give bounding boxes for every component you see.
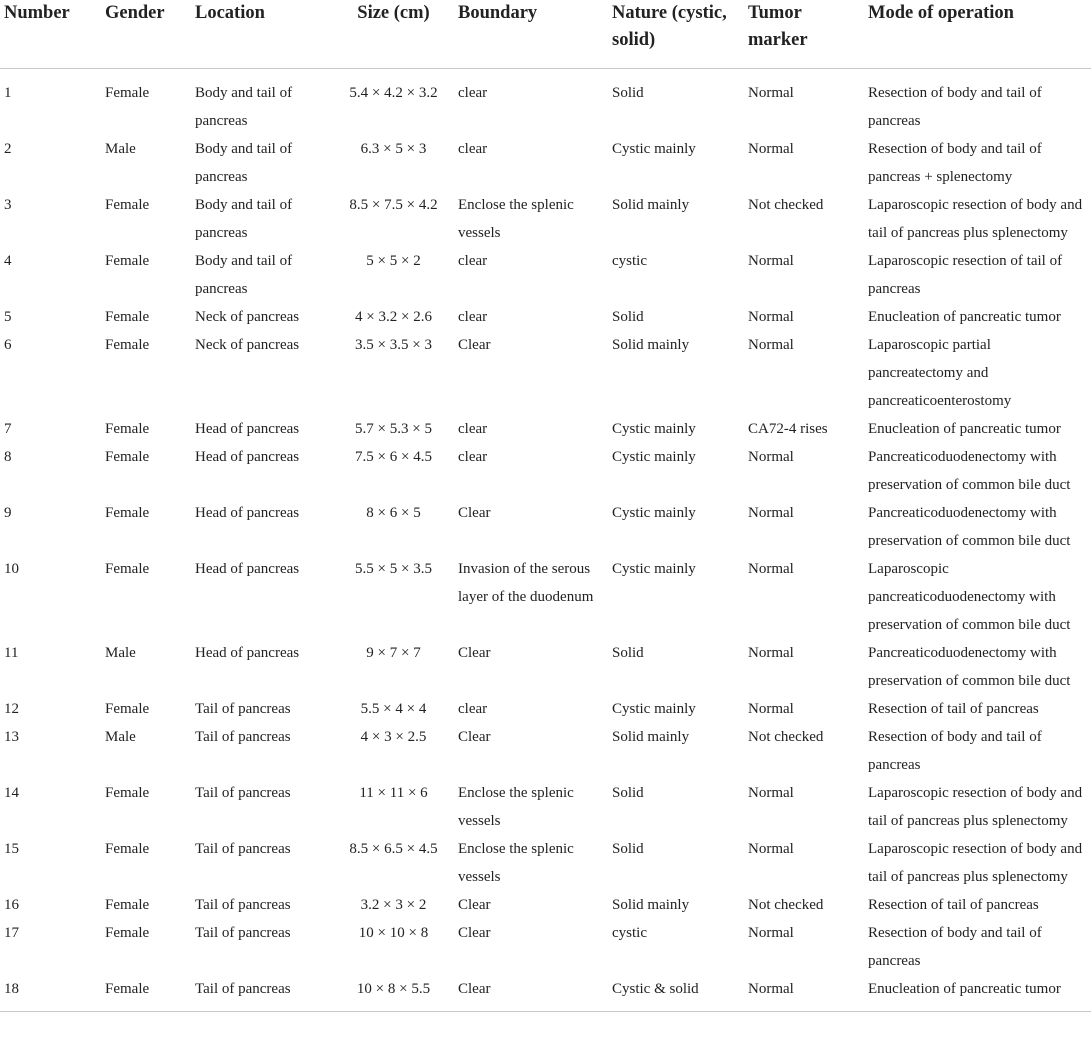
cell-nature: Cystic mainly bbox=[612, 505, 696, 521]
cell-boundary: clear bbox=[458, 449, 488, 465]
cell-location: Tail of pancreas bbox=[195, 841, 291, 857]
cell-location: Head of pancreas bbox=[195, 645, 300, 661]
cell-mode-of-operation: Resection of body and tail of pancreas bbox=[868, 729, 1042, 773]
cell-size: 6.3 × 5 × 3 bbox=[360, 141, 427, 157]
table-row bbox=[0, 247, 1091, 303]
cell-mode-of-operation: Enucleation of pancreatic tumor bbox=[868, 421, 1061, 437]
cell-mode-of-operation: Resection of body and tail of pancreas bbox=[868, 925, 1042, 969]
cell-number: 17 bbox=[4, 925, 19, 941]
cell-boundary: Enclose the splenic vessels bbox=[458, 841, 574, 885]
header-mode-of-operation: Mode of operation bbox=[864, 0, 1091, 69]
cell-tumor-marker: CA72-4 rises bbox=[748, 421, 828, 437]
cell-tumor-marker: Not checked bbox=[748, 897, 824, 913]
cell-mode-of-operation: Resection of body and tail of pancreas + splenectomy bbox=[868, 141, 1042, 185]
cell-tumor-marker: Normal bbox=[748, 785, 794, 801]
cell-number: 18 bbox=[0, 975, 101, 1012]
cell-number: 1 bbox=[4, 85, 12, 101]
cell-tumor-marker: Normal bbox=[748, 337, 794, 353]
cell-size: 3.5 × 3.5 × 3 bbox=[355, 337, 432, 353]
cell-number: 10 bbox=[4, 561, 19, 577]
cell-boundary: Invasion of the serous layer of the duodenum bbox=[458, 561, 594, 605]
table-row bbox=[0, 779, 1091, 835]
table-row bbox=[0, 191, 1091, 247]
cell-gender: Male bbox=[105, 141, 136, 157]
cell-size: 5.5 × 5 × 3.5 bbox=[355, 561, 432, 577]
cell-tumor-marker: Normal bbox=[748, 141, 794, 157]
cell-number: 2 bbox=[4, 141, 12, 157]
cell-number: 5 bbox=[4, 309, 12, 325]
cell-size: 5 × 5 × 2 bbox=[366, 253, 421, 269]
cell-size: 11 × 11 × 6 bbox=[359, 785, 428, 801]
cell-tumor-marker: Normal bbox=[748, 309, 794, 325]
cell-size: 5.4 × 4.2 × 3.2 bbox=[349, 85, 438, 101]
cell-location: Head of pancreas bbox=[195, 505, 300, 521]
cell-boundary: Clear bbox=[458, 925, 491, 941]
cell-location: Tail of pancreas bbox=[191, 975, 333, 1012]
cell-location: Tail of pancreas bbox=[195, 701, 291, 717]
cell-nature: Solid bbox=[612, 309, 644, 325]
cell-location: Neck of pancreas bbox=[195, 309, 300, 325]
cell-mode-of-operation: Pancreaticoduodenectomy with preservation of common bile duct bbox=[868, 449, 1071, 493]
cell-number: 7 bbox=[4, 421, 12, 437]
cell-boundary: clear bbox=[458, 253, 488, 269]
header-number: Number bbox=[0, 0, 101, 69]
header-tumor-marker: Tumor marker bbox=[744, 0, 864, 69]
cell-location: Tail of pancreas bbox=[195, 897, 291, 913]
cell-location: Tail of pancreas bbox=[195, 729, 291, 745]
header-size: Size (cm) bbox=[333, 0, 454, 69]
table-row bbox=[0, 695, 1091, 723]
header-location: Location bbox=[191, 0, 333, 69]
cell-size: 8 × 6 × 5 bbox=[366, 505, 421, 521]
cell-tumor-marker: Normal bbox=[748, 701, 794, 717]
cell-size: 4 × 3.2 × 2.6 bbox=[355, 309, 432, 325]
cell-mode-of-operation: Laparoscopic resection of body and tail of pancreas plus splenectomy bbox=[868, 785, 1083, 829]
cell-nature: Solid mainly bbox=[612, 897, 690, 913]
cell-nature: Solid mainly bbox=[612, 197, 690, 213]
cell-size: 8.5 × 7.5 × 4.2 bbox=[349, 197, 438, 213]
cell-mode-of-operation: Laparoscopic resection of body and tail of pancreas plus splenectomy bbox=[868, 197, 1083, 241]
cell-location: Body and tail of pancreas bbox=[195, 253, 293, 297]
cell-tumor-marker: Normal bbox=[748, 925, 794, 941]
cell-boundary: clear bbox=[458, 701, 488, 717]
table-row bbox=[0, 835, 1091, 891]
table-row bbox=[0, 303, 1091, 331]
cell-mode-of-operation: Laparoscopic resection of tail of pancreas bbox=[868, 253, 1063, 297]
cell-gender: Female bbox=[105, 925, 150, 941]
cell-size: 10 × 10 × 8 bbox=[358, 925, 429, 941]
cell-tumor-marker: Normal bbox=[748, 841, 794, 857]
cell-number: 12 bbox=[4, 701, 19, 717]
header-row bbox=[0, 0, 1091, 69]
cell-nature: cystic bbox=[612, 925, 647, 941]
cell-gender: Female bbox=[101, 975, 191, 1012]
cell-location: Body and tail of pancreas bbox=[195, 141, 293, 185]
cell-boundary: clear bbox=[458, 85, 488, 101]
cell-mode-of-operation: Pancreaticoduodenectomy with preservation of common bile duct bbox=[868, 505, 1071, 549]
cell-gender: Female bbox=[105, 897, 150, 913]
cell-tumor-marker: Not checked bbox=[748, 729, 824, 745]
cell-size: 8.5 × 6.5 × 4.5 bbox=[349, 841, 438, 857]
cell-size: 9 × 7 × 7 bbox=[366, 645, 421, 661]
cell-number: 13 bbox=[4, 729, 19, 745]
cell-nature: Solid mainly bbox=[612, 729, 690, 745]
cell-boundary: clear bbox=[458, 421, 488, 437]
cell-nature: Solid mainly bbox=[612, 337, 690, 353]
cell-boundary: Enclose the splenic vessels bbox=[458, 785, 574, 829]
cell-boundary: clear bbox=[458, 141, 488, 157]
cell-nature: Solid bbox=[612, 645, 644, 661]
cell-number: 9 bbox=[4, 505, 12, 521]
cell-boundary: Clear bbox=[458, 645, 491, 661]
cell-tumor-marker: Normal bbox=[748, 505, 794, 521]
cell-boundary: clear bbox=[458, 309, 488, 325]
cell-gender: Female bbox=[105, 449, 150, 465]
cell-nature: cystic bbox=[612, 253, 647, 269]
cell-location: Head of pancreas bbox=[195, 449, 300, 465]
cell-boundary: Clear bbox=[454, 975, 608, 1012]
cell-size: 4 × 3 × 2.5 bbox=[360, 729, 427, 745]
cell-gender: Female bbox=[105, 421, 150, 437]
cell-mode-of-operation: Laparoscopic partial pancreatectomy and pancreaticoenterostomy bbox=[868, 337, 1012, 409]
table-row bbox=[0, 639, 1091, 695]
table-row bbox=[0, 331, 1091, 415]
table-row bbox=[0, 723, 1091, 779]
cell-gender: Female bbox=[105, 309, 150, 325]
cell-tumor-marker: Not checked bbox=[748, 197, 824, 213]
cell-nature: Cystic mainly bbox=[612, 449, 696, 465]
cell-gender: Female bbox=[105, 337, 150, 353]
table-body bbox=[0, 69, 1091, 1012]
cell-mode-of-operation: Resection of tail of pancreas bbox=[868, 701, 1039, 717]
cell-boundary: Clear bbox=[458, 729, 491, 745]
cell-size: 5.5 × 4 × 4 bbox=[360, 701, 427, 717]
cell-number: 6 bbox=[4, 337, 12, 353]
cell-nature: Solid bbox=[612, 785, 644, 801]
cell-gender: Male bbox=[105, 729, 136, 745]
cell-location: Tail of pancreas bbox=[195, 785, 291, 801]
cell-gender: Male bbox=[105, 645, 136, 661]
cell-tumor-marker: Normal bbox=[748, 85, 794, 101]
cell-location: Head of pancreas bbox=[195, 421, 300, 437]
cell-nature: Solid bbox=[612, 841, 644, 857]
cell-location: Head of pancreas bbox=[195, 561, 300, 577]
table-row bbox=[0, 555, 1091, 639]
header-nature: Nature (cystic, solid) bbox=[608, 0, 744, 69]
table-row bbox=[0, 443, 1091, 499]
cell-number: 8 bbox=[4, 449, 12, 465]
cell-tumor-marker: Normal bbox=[748, 253, 794, 269]
cell-tumor-marker: Normal bbox=[744, 975, 864, 1012]
header-gender: Gender bbox=[101, 0, 191, 69]
cell-location: Neck of pancreas bbox=[195, 337, 300, 353]
cell-mode-of-operation: Laparoscopic pancreaticoduodenectomy with preservation of common bile duct bbox=[868, 561, 1071, 633]
cell-tumor-marker: Normal bbox=[748, 561, 794, 577]
cell-mode-of-operation: Enucleation of pancreatic tumor bbox=[864, 975, 1091, 1012]
cell-size: 3.2 × 3 × 2 bbox=[360, 897, 427, 913]
cell-boundary: Clear bbox=[458, 505, 491, 521]
cell-gender: Female bbox=[105, 197, 150, 213]
cell-size: 10 × 8 × 5.5 bbox=[333, 975, 454, 1012]
cell-boundary: Clear bbox=[458, 897, 491, 913]
cell-number: 15 bbox=[4, 841, 19, 857]
cell-number: 14 bbox=[4, 785, 19, 801]
cell-number: 3 bbox=[4, 197, 12, 213]
cell-location: Body and tail of pancreas bbox=[195, 197, 293, 241]
cell-size: 7.5 × 6 × 4.5 bbox=[355, 449, 432, 465]
table-row bbox=[0, 415, 1091, 443]
cell-location: Tail of pancreas bbox=[195, 925, 291, 941]
cell-boundary: Enclose the splenic vessels bbox=[458, 197, 574, 241]
cell-nature: Cystic mainly bbox=[612, 561, 696, 577]
cell-gender: Female bbox=[105, 85, 150, 101]
table-row bbox=[0, 499, 1091, 555]
cell-nature: Cystic mainly bbox=[612, 141, 696, 157]
cell-nature: Solid bbox=[612, 85, 644, 101]
cell-location: Body and tail of pancreas bbox=[195, 85, 293, 129]
cell-tumor-marker: Normal bbox=[748, 449, 794, 465]
cell-nature: Cystic mainly bbox=[612, 701, 696, 717]
cell-gender: Female bbox=[105, 561, 150, 577]
cell-gender: Female bbox=[105, 701, 150, 717]
table-row bbox=[0, 975, 1091, 1012]
cell-mode-of-operation: Pancreaticoduodenectomy with preservation of common bile duct bbox=[868, 645, 1071, 689]
cell-size: 5.7 × 5.3 × 5 bbox=[355, 421, 432, 437]
cell-nature: Cystic mainly bbox=[612, 421, 696, 437]
table-row bbox=[0, 919, 1091, 975]
cell-gender: Female bbox=[105, 785, 150, 801]
cell-mode-of-operation: Resection of tail of pancreas bbox=[868, 897, 1039, 913]
cell-gender: Female bbox=[105, 841, 150, 857]
cell-gender: Female bbox=[105, 505, 150, 521]
cell-boundary: Clear bbox=[458, 337, 491, 353]
cell-gender: Female bbox=[105, 253, 150, 269]
cell-nature: Cystic & solid bbox=[608, 975, 744, 1012]
table-row bbox=[0, 69, 1091, 136]
cell-mode-of-operation: Enucleation of pancreatic tumor bbox=[868, 309, 1061, 325]
cell-number: 11 bbox=[4, 645, 19, 661]
table-row bbox=[0, 891, 1091, 919]
cell-tumor-marker: Normal bbox=[748, 645, 794, 661]
cell-number: 4 bbox=[4, 253, 12, 269]
table-row bbox=[0, 135, 1091, 191]
table-header bbox=[0, 0, 1091, 69]
cell-mode-of-operation: Laparoscopic resection of body and tail of pancreas plus splenectomy bbox=[868, 841, 1083, 885]
cell-mode-of-operation: Resection of body and tail of pancreas bbox=[868, 85, 1042, 129]
cell-number: 16 bbox=[4, 897, 19, 913]
header-boundary: Boundary bbox=[454, 0, 608, 69]
